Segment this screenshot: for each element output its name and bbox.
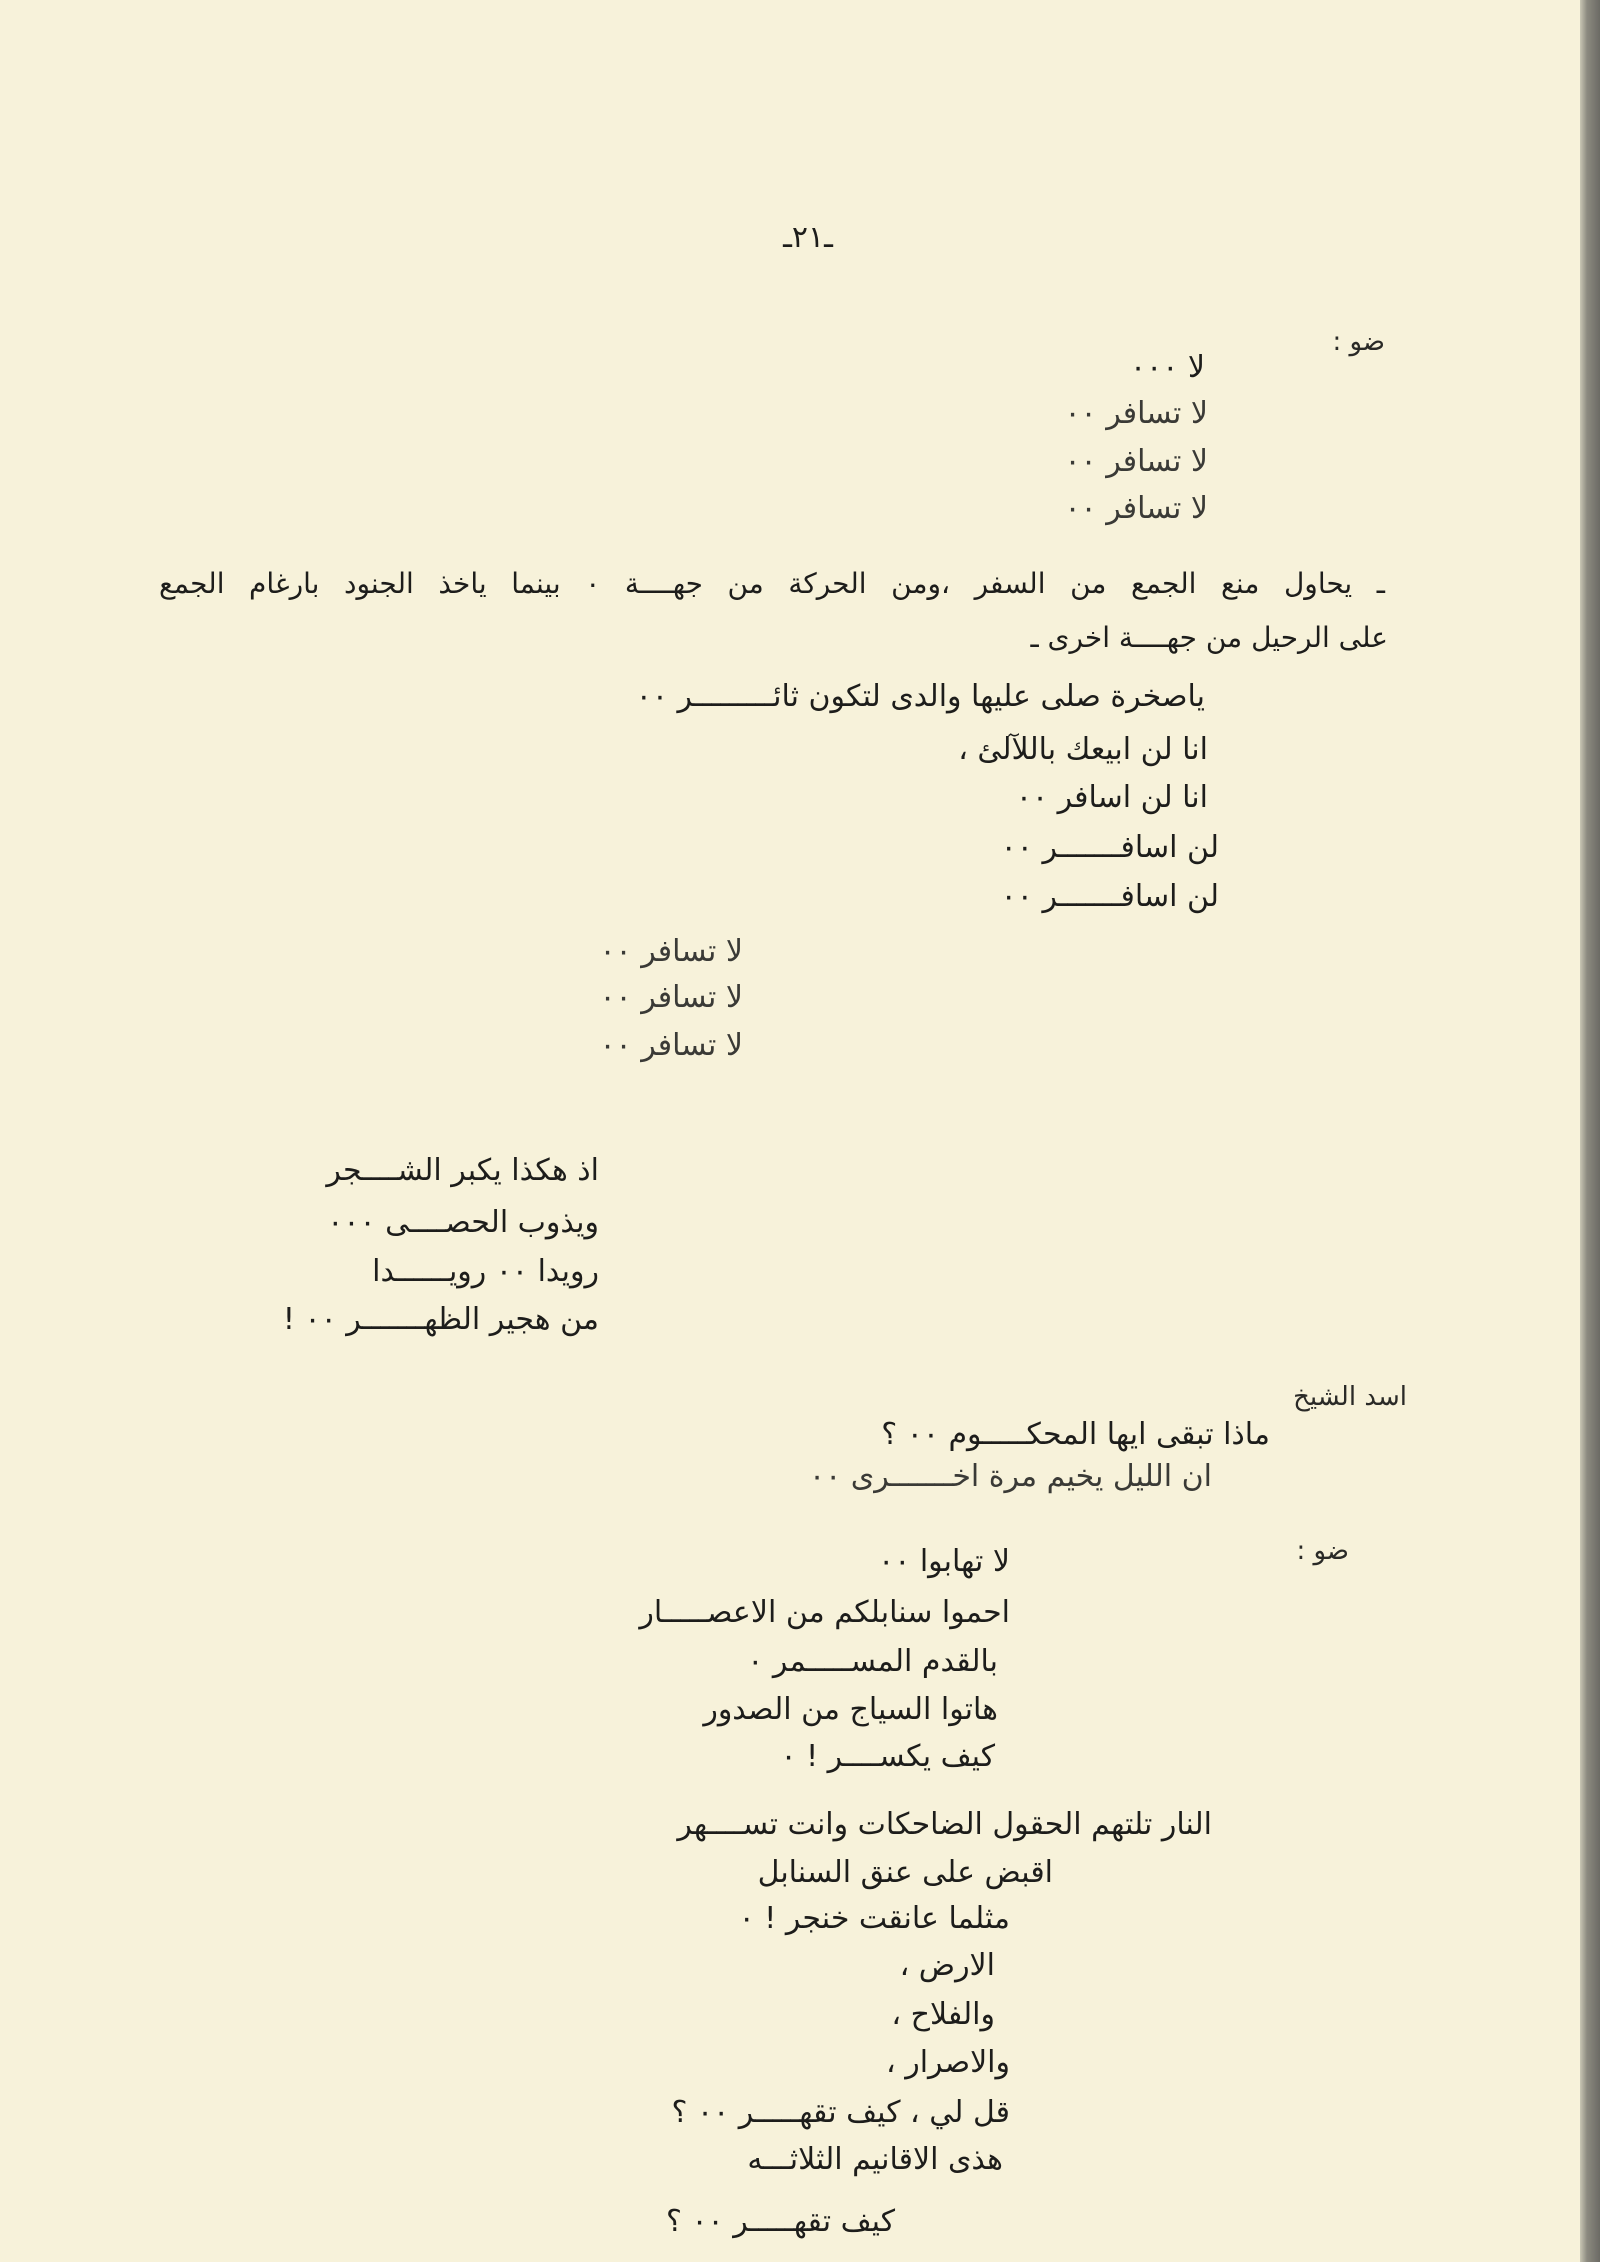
stage-direction-line: ـ يحاول منع الجمع من السفر ،ومن الحركة من جهــــة ٠ بينما ياخذ الجنود بارغام الجمع (159, 567, 1385, 600)
dialogue-line: لا تسافر ٠٠ (1064, 444, 1208, 479)
dialogue-line: لا تسافر ٠٠ (1064, 396, 1208, 431)
chorus-line: اذ هكذا يكبر الشــــجر (326, 1153, 599, 1188)
chorus-line: من هجير الظهـــــــر ٠٠ ! (282, 1302, 599, 1337)
dialogue-line: لا تهابوا ٠٠ (878, 1544, 1010, 1579)
scan-edge (1580, 0, 1600, 2262)
page-number: ـ٢١ـ (783, 220, 833, 255)
refrain-line: لا تسافر ٠٠ (599, 980, 743, 1015)
dialogue-line: لا تسافر ٠٠ (1064, 491, 1208, 526)
stage-direction-line: على الرحيل من جهــــة اخرى ـ (1030, 621, 1388, 654)
refrain-line: لا تسافر ٠٠ (599, 1028, 743, 1063)
dialogue-line: قل لي ، كيف تقهـــــر ٠٠ ؟ (671, 2095, 1010, 2130)
dialogue-line: احموا سنابلكم من الاعصـــــار (639, 1595, 1010, 1630)
verse-line: انا لن اسافر ٠٠ (1015, 780, 1208, 815)
dialogue-line: ماذا تبقى ايها المحكـــــوم ٠٠ ؟ (881, 1417, 1270, 1452)
dialogue-line: الارض ، (899, 1948, 995, 1983)
dialogue-line: بالقدم المســـــمر ٠ (747, 1644, 998, 1679)
verse-line: ياصخرة صلى عليها والدى لتكون ثائـــــــــر ٠٠ (635, 679, 1205, 714)
dialogue-line: والفلاح ، (891, 1997, 995, 2032)
dialogue-line: والاصرار ، (886, 2045, 1010, 2080)
chorus-line: رويدا ٠٠ رويــــــدا (372, 1254, 599, 1289)
verse-line: لن اسافـــــــر ٠٠ (1000, 879, 1219, 914)
speaker-label: ضو : (1296, 1536, 1349, 1566)
dialogue-line: اقبض على عنق السنابل (757, 1855, 1053, 1890)
speaker-label: اسد الشيخ (1293, 1382, 1407, 1412)
dialogue-line: هذى الاقانيم الثلاثـــه (747, 2142, 1003, 2177)
verse-line: لن اسافـــــــر ٠٠ (1000, 830, 1219, 865)
dialogue-line: ان الليل يخيم مرة اخـــــــرى ٠٠ (809, 1459, 1212, 1494)
chorus-line: ويذوب الحصــــى ٠٠٠ (327, 1205, 599, 1240)
speaker-label: ضو : (1332, 327, 1385, 357)
dialogue-line: لا ٠٠٠ (1130, 350, 1205, 385)
dialogue-line: النار تلتهم الحقول الضاحكات وانت تســــهر (677, 1807, 1212, 1842)
dialogue-line: هاتوا السياج من الصدور (703, 1692, 998, 1727)
dialogue-line: كيف تقهـــــر ٠٠ ؟ (665, 2204, 895, 2239)
refrain-line: لا تسافر ٠٠ (599, 934, 743, 969)
verse-line: انا لن ابيعك باللآلئ ، (958, 732, 1208, 767)
dialogue-line: مثلما عانقت خنجر ! ٠ (738, 1901, 1010, 1936)
dialogue-line: كيف يكســــر ! ٠ (780, 1739, 995, 1774)
